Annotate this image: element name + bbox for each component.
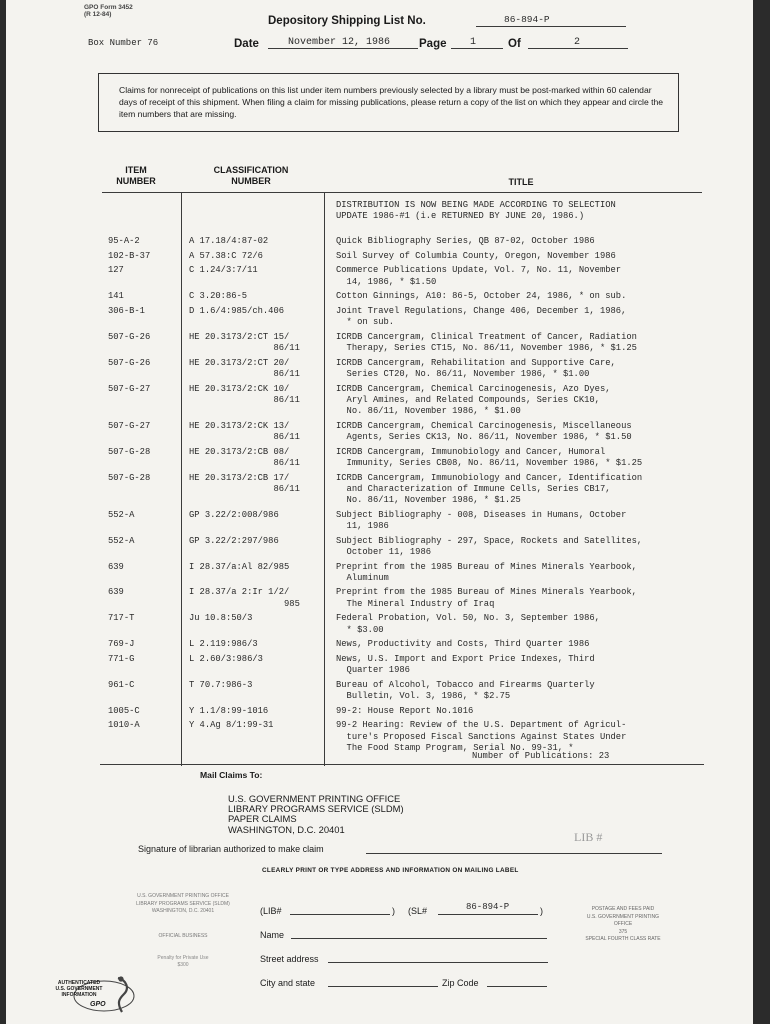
- item-number: 717-T: [108, 613, 135, 624]
- item-number: 552-A: [108, 535, 135, 546]
- column-divider: [324, 193, 325, 766]
- publication-title: Subject Bibliography - 297, Space, Rockets and Satellites, October 11, 1986: [336, 535, 643, 557]
- seal-text: AUTHENTICATED U.S. GOVERNMENT INFORMATION: [55, 980, 103, 998]
- classification-number: C 1.24/3:7/11: [189, 265, 258, 276]
- of-value: 2: [574, 37, 581, 48]
- signature-lib-number: LIB #: [574, 830, 603, 844]
- shipping-list-page: [6, 0, 753, 1024]
- page-label: Page: [419, 38, 447, 50]
- item-number: 306-B-1: [108, 306, 145, 316]
- item-number: 961-C: [108, 679, 135, 690]
- classification-number: HE 20.3173/2:CB 08/ 86/11: [189, 446, 300, 468]
- shipping-list-number: 86-894-P: [504, 14, 550, 25]
- item-number: 102-B-37: [108, 250, 151, 261]
- classification-number: A 17.18/4:87-02: [189, 236, 269, 246]
- column-divider: [181, 193, 182, 766]
- classification-number: HE 20.3173/2:CT 20/ 86/11: [189, 357, 300, 379]
- classification-number: T 70.7:986-3: [189, 679, 253, 690]
- classification-number: GP 3.22/2:297/986: [189, 535, 279, 546]
- header-rule: [102, 192, 702, 193]
- publication-title: Quick Bibliography Series, QB 87-02, October 1986: [336, 236, 595, 246]
- item-number: 507-G-27: [108, 420, 151, 431]
- penalty-notice: Penalty for Private Use $300: [157, 955, 209, 968]
- publication-title: ICRDB Cancergram, Clinical Treatment of Cancer, Radiation Therapy, Series CT15, No. 86/11, November 1986, * $1.25: [336, 331, 637, 354]
- form-title: Depository Shipping List No.: [268, 15, 426, 27]
- lib-label: (LIB#: [260, 906, 282, 916]
- classification-number: Ju 10.8:50/3: [189, 613, 253, 624]
- distribution-note: DISTRIBUTION IS NOW BEING MADE ACCORDING TO SELECTION UPDATE 1986-#1 (i.e RETURNED BY JUNE 20, 1986.): [336, 200, 616, 222]
- classification-number: L 2.119:986/3: [189, 639, 258, 650]
- shipping-list-number-line: [476, 26, 626, 27]
- publication-title: Cotton Ginnings, A10: 86-5, October 24, 1986, * on sub.: [336, 291, 627, 302]
- name-field[interactable]: [291, 938, 547, 939]
- claims-notice-text: Claims for nonreceipt of publications on this list under item numbers previously selected by a library must be post-marked within 60 calendar days of receipt of this shipment. When filing a claim for missing publications, please return a copy of the list on which they appear and circle the item numbers that are missing.: [119, 85, 664, 119]
- of-label: Of: [508, 38, 521, 50]
- lib-close-paren: ): [392, 906, 395, 916]
- item-number: 552-A: [108, 509, 135, 520]
- classification-number: HE 20.3173/2:CK 13/ 86/11: [189, 420, 300, 442]
- item-number-header: ITEM NUMBER: [116, 165, 156, 186]
- list-bottom-rule: [100, 764, 704, 765]
- publication-title: Soil Survey of Columbia County, Oregon, November 1986: [336, 250, 616, 261]
- publication-title: News, Productivity and Costs, Third Quarter 1986: [336, 639, 590, 650]
- title-header: TITLE: [508, 177, 534, 187]
- sl-value: 86-894-P: [466, 902, 510, 912]
- classification-number: HE 20.3173/2:CK 10/ 86/11: [189, 383, 300, 405]
- item-number: 769-J: [108, 639, 135, 650]
- lib-field[interactable]: [290, 914, 390, 915]
- city-label: City and state: [260, 978, 316, 988]
- claims-notice-box: [98, 73, 679, 132]
- date-line: [268, 48, 418, 49]
- street-label: Street address: [260, 954, 319, 964]
- page-value: 1: [470, 37, 477, 48]
- seal-gpo: GPO: [90, 1001, 106, 1008]
- item-number: 507-G-27: [108, 383, 151, 394]
- item-number: 639: [108, 561, 124, 572]
- classification-number: A 57.38:C 72/6: [189, 250, 263, 261]
- classification-number: Y 4.Ag 8/1:99-31: [189, 720, 274, 731]
- city-field[interactable]: [328, 986, 438, 987]
- classification-number: I 28.37/a:Al 82/985: [189, 561, 290, 572]
- item-number: 507-G-28: [108, 472, 151, 483]
- number-of-publications: Number of Publications: 23: [472, 751, 610, 761]
- return-address: U.S. GOVERNMENT PRINTING OFFICE LIBRARY PROGRAMS SERVICE (SLDM) WASHINGTON, D.C. 20401: [136, 893, 230, 914]
- street-field[interactable]: [328, 962, 548, 963]
- classification-number: GP 3.22/2:008/986: [189, 509, 279, 520]
- classification-number: Y 1.1/8:99-1016: [189, 705, 269, 716]
- classification-number: HE 20.3173/2:CB 17/ 86/11: [189, 472, 300, 494]
- classification-number: L 2.60/3:986/3: [189, 653, 263, 664]
- classification-number-header: CLASSIFICATION NUMBER: [213, 165, 289, 186]
- publication-title: ICRDB Cancergram, Chemical Carcinogenesis, Miscellaneous Agents, Series CK13, No. 86/11, November 1986, * $1.50: [336, 420, 632, 442]
- mail-claims-label: Mail Claims To:: [200, 770, 263, 780]
- classification-number: HE 20.3173/2:CT 15/ 86/11: [189, 331, 300, 354]
- item-number: 507-G-28: [108, 446, 151, 457]
- publication-title: Bureau of Alcohol, Tobacco and Firearms Quarterly Bulletin, Vol. 3, 1986, * $2.75: [336, 679, 595, 701]
- item-number: 639: [108, 587, 124, 598]
- publication-title: Commerce Publications Update, Vol. 7, No. 11, November 14, 1986, * $1.50: [336, 265, 622, 287]
- postage-paid-indicia: POSTAGE AND FEES PAID U.S. GOVERNMENT PRINTING OFFICE 375 SPECIAL FOURTH CLASS RATE: [585, 906, 661, 943]
- item-number: 127: [108, 265, 124, 276]
- page-line: [451, 48, 503, 49]
- publication-title: Preprint from the 1985 Bureau of Mines Minerals Yearbook, Aluminum: [336, 561, 637, 583]
- item-number: 771-G: [108, 653, 135, 664]
- mail-claims-address: U.S. GOVERNMENT PRINTING OFFICE LIBRARY PROGRAMS SERVICE (SLDM) PAPER CLAIMS WASHINGTON, D.C. 20401: [228, 793, 404, 835]
- item-number: 507-G-26: [108, 357, 151, 368]
- date-value: November 12, 1986: [288, 37, 391, 48]
- box-number: Box Number 76: [88, 38, 159, 48]
- sl-close-paren: ): [540, 906, 543, 916]
- signature-label: Signature of librarian authorized to make claim: [138, 844, 324, 854]
- publication-title: 99-2: House Report No.1016: [336, 705, 474, 716]
- form-number: GPO Form 3452 (R 12-84): [84, 4, 133, 18]
- publication-title: News, U.S. Import and Export Price Indexes, Third Quarter 1986: [336, 653, 595, 676]
- classification-number: I 28.37/a 2:Ir 1/2/ 985: [189, 587, 300, 609]
- zip-field[interactable]: [487, 986, 547, 987]
- sl-label: (SL#: [408, 906, 428, 916]
- item-number: 141: [108, 291, 124, 302]
- publication-title: ICRDB Cancergram, Chemical Carcinogenesis, Azo Dyes, Aryl Amines, and Related Compounds, Series CK10, No. 86/11, November 1986, * $1.00: [336, 383, 611, 417]
- item-number: 1010-A: [108, 720, 140, 731]
- item-number: 1005-C: [108, 705, 140, 716]
- publication-title: 99-2 Hearing: Review of the U.S. Department of Agricul- ture's Proposed Fiscal Sanctions Against States Under The Food Stamp Program, Serial No. 99-31, *: [336, 720, 627, 753]
- item-number: 507-G-26: [108, 331, 151, 342]
- publication-title: ICRDB Cancergram, Immunobiology and Cancer, Humoral Immunity, Series CB08, No. 86/11, November 1986, * $1.25: [336, 446, 643, 468]
- of-line: [528, 48, 628, 49]
- item-number: 95-A-2: [108, 236, 140, 246]
- classification-number: C 3.20:86-5: [189, 291, 248, 302]
- name-label: Name: [260, 930, 285, 940]
- publication-title: Federal Probation, Vol. 50, No. 3, September 1986, * $3.00: [336, 613, 600, 635]
- publication-title: ICRDB Cancergram, Immunobiology and Cancer, Identification and Characterization of Immune Cells, Series CB17, No. 86/11, November 1986, * $1.25: [336, 472, 643, 505]
- date-label: Date: [234, 38, 259, 50]
- classification-number: D 1.6/4:985/ch.406: [189, 306, 285, 316]
- publication-title: Preprint from the 1985 Bureau of Mines Minerals Yearbook, The Mineral Industry of Iraq: [336, 587, 637, 609]
- sl-field[interactable]: [438, 914, 538, 915]
- mailing-label-instruction: CLEARLY PRINT OR TYPE ADDRESS AND INFORMATION ON MAILING LABEL: [262, 867, 519, 874]
- official-business: OFFICIAL BUSINESS: [158, 933, 208, 939]
- zip-label: Zip Code: [442, 978, 479, 988]
- signature-line[interactable]: [366, 853, 662, 854]
- publication-title: ICRDB Cancergram, Rehabilitation and Supportive Care, Series CT20, No. 86/11, November 1986, * $1.00: [336, 357, 616, 379]
- publication-title: Subject Bibliography - 008, Diseases in Humans, October 11, 1986: [336, 509, 627, 531]
- publication-title: Joint Travel Regulations, Change 406, December 1, 1986, * on sub.: [336, 306, 627, 328]
